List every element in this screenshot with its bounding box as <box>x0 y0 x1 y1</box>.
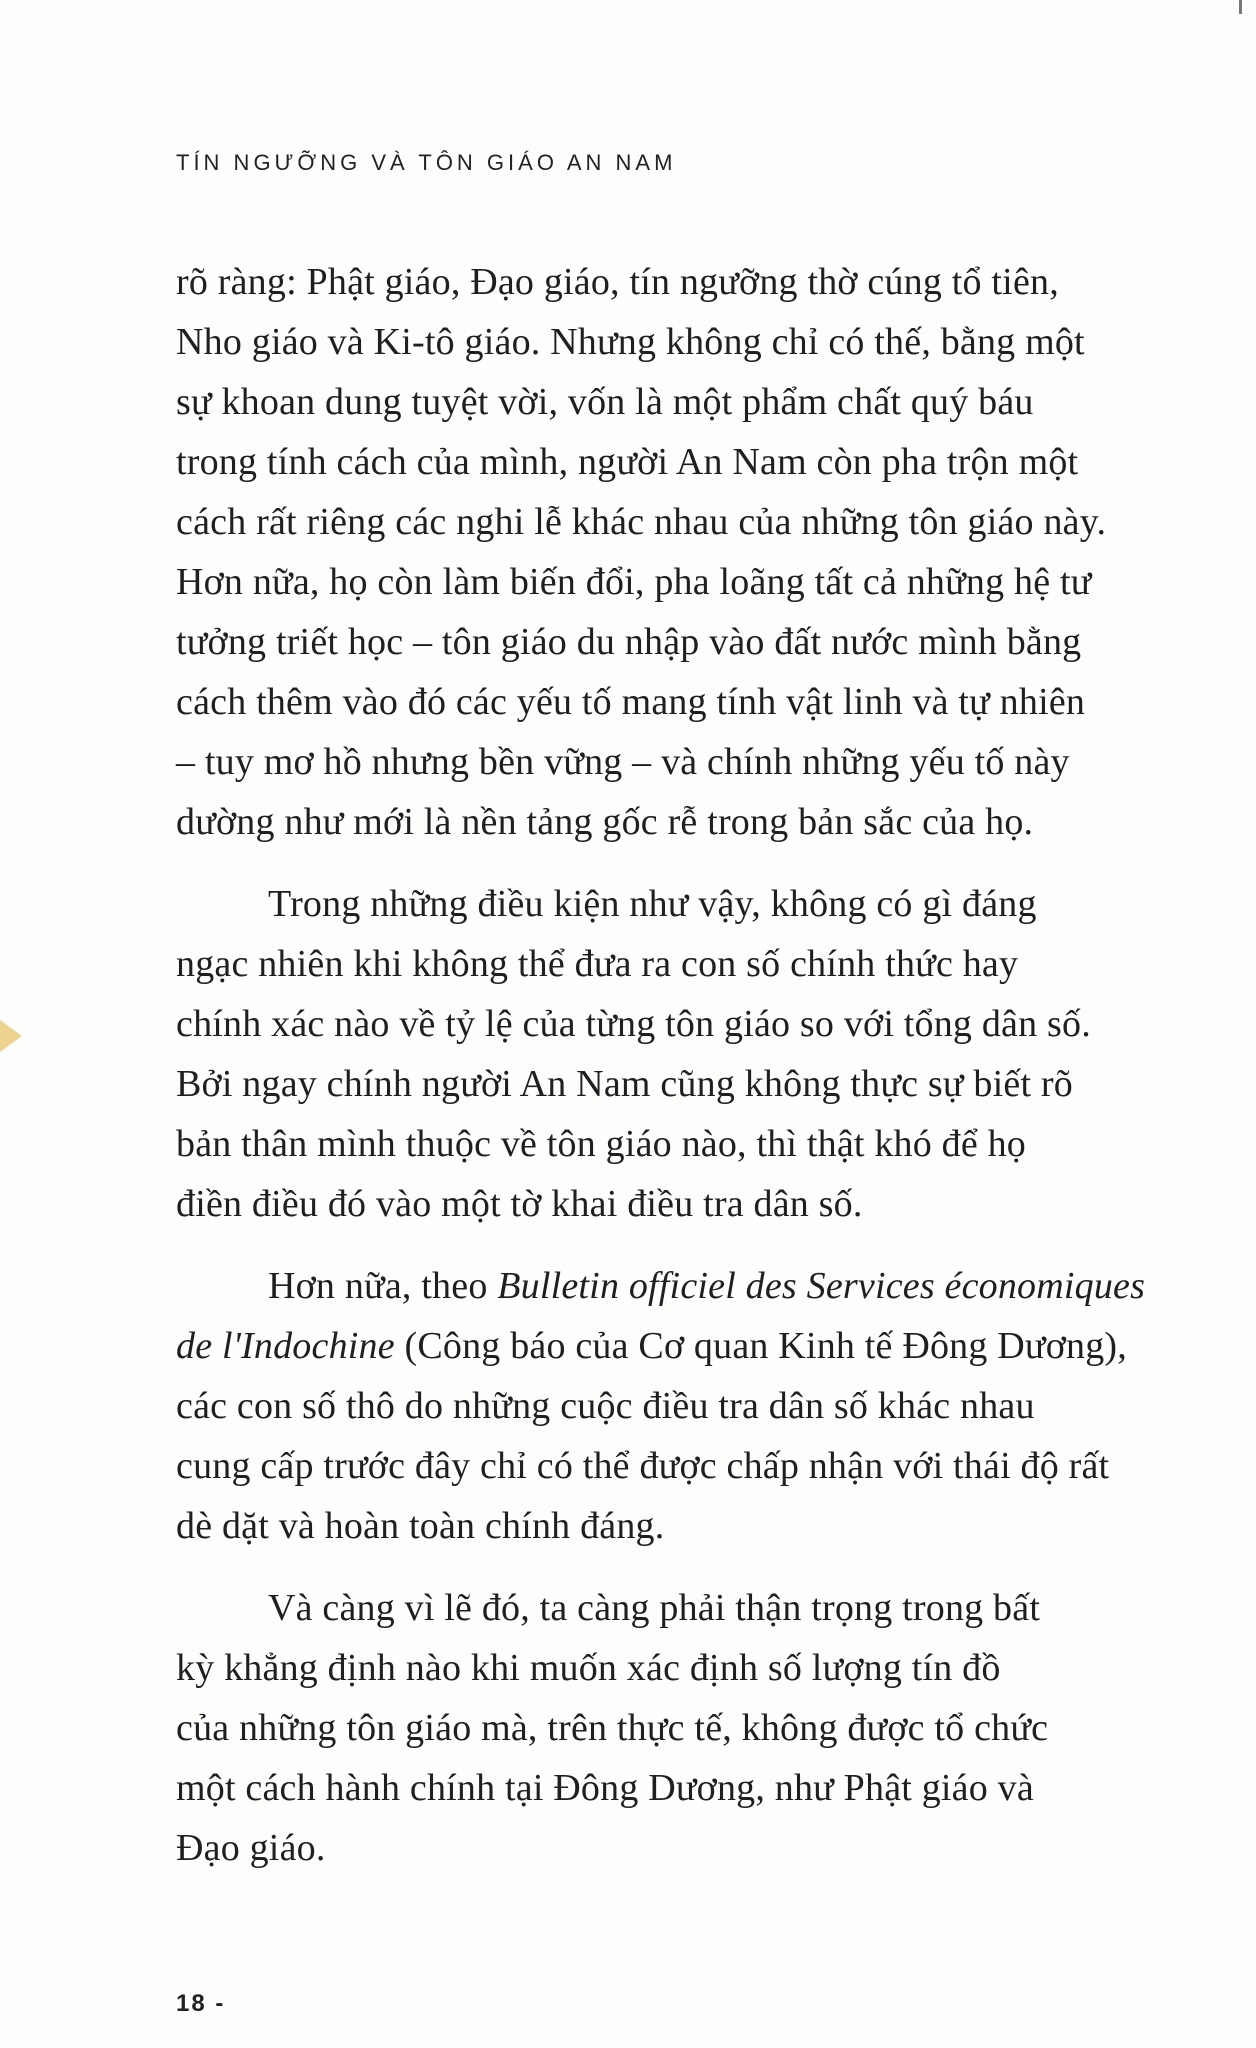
text-line: bản thân mình thuộc về tôn giáo nào, thì thật khó để họ <box>176 1123 1027 1165</box>
text-line: một cách hành chính tại Đông Dương, như Phật giáo và <box>176 1767 1034 1809</box>
text-line: kỳ khẳng định nào khi muốn xác định số lượng tín đồ <box>176 1647 1001 1689</box>
text-line: của những tôn giáo mà, trên thực tế, không được tổ chức <box>176 1707 1049 1749</box>
paragraph-1 <box>176 252 1176 852</box>
text-line: rõ ràng: Phật giáo, Đạo giáo, tín ngưỡng thờ cúng tổ tiên, <box>176 261 1059 303</box>
text-line: các con số thô do những cuộc điều tra dân số khác nhau <box>176 1385 1035 1427</box>
italic-title: de l'Indochine <box>176 1325 395 1367</box>
text-line: cung cấp trước đây chỉ có thể được chấp nhận với thái độ rất <box>176 1445 1110 1487</box>
page-number: 18 - <box>176 1990 226 2017</box>
running-header: TÍN NGƯỠNG VÀ TÔN GIÁO AN NAM <box>176 150 677 175</box>
scan-edge-mark <box>1239 0 1242 14</box>
paragraph-4 <box>176 1578 1176 1878</box>
text-line: Và càng vì lẽ đó, ta càng phải thận trọng trong bất <box>268 1587 1041 1629</box>
text-run: (Công báo của Cơ quan Kinh tế Đông Dương), <box>394 1325 1127 1367</box>
text-run: Hơn nữa, theo <box>268 1265 498 1307</box>
text-line: Bởi ngay chính người An Nam cũng không thực sự biết rõ <box>176 1063 1073 1105</box>
text-line: cách thêm vào đó các yếu tố mang tính vật linh và tự nhiên <box>176 681 1086 723</box>
text-line <box>176 1256 1176 1316</box>
body-text <box>176 252 1176 1878</box>
text-line: Hơn nữa, họ còn làm biến đổi, pha loãng tất cả những hệ tư <box>176 561 1092 603</box>
text-line: chính xác nào về tỷ lệ của từng tôn giáo so với tổng dân số. <box>176 1003 1091 1045</box>
text-line: ngạc nhiên khi không thể đưa ra con số chính thức hay <box>176 943 1019 985</box>
paragraph-2 <box>176 874 1176 1234</box>
text-line: Trong những điều kiện như vậy, không có gì đáng <box>268 883 1037 925</box>
text-line: Đạo giáo. <box>176 1827 326 1869</box>
text-line: dè dặt và hoàn toàn chính đáng. <box>176 1505 665 1547</box>
text-line <box>176 1316 1176 1376</box>
text-line: điền điều đó vào một tờ khai điều tra dân số. <box>176 1183 863 1225</box>
text-line: dường như mới là nền tảng gốc rễ trong bản sắc của họ. <box>176 801 1034 843</box>
text-line: Nho giáo và Ki-tô giáo. Nhưng không chỉ có thế, bằng một <box>176 321 1085 363</box>
text-line: – tuy mơ hồ nhưng bền vững – và chính những yếu tố này <box>176 741 1070 783</box>
text-line: trong tính cách của mình, người An Nam còn pha trộn một <box>176 441 1079 483</box>
text-line: sự khoan dung tuyệt vời, vốn là một phẩm chất quý báu <box>176 381 1034 423</box>
paragraph-3 <box>176 1256 1176 1556</box>
text-line: cách rất riêng các nghi lễ khác nhau của những tôn giáo này. <box>176 501 1107 543</box>
page-tab-marker <box>0 1020 22 1052</box>
italic-title: Bulletin officiel des Services économiques <box>497 1265 1146 1307</box>
text-line: tưởng triết học – tôn giáo du nhập vào đất nước mình bằng <box>176 621 1082 663</box>
